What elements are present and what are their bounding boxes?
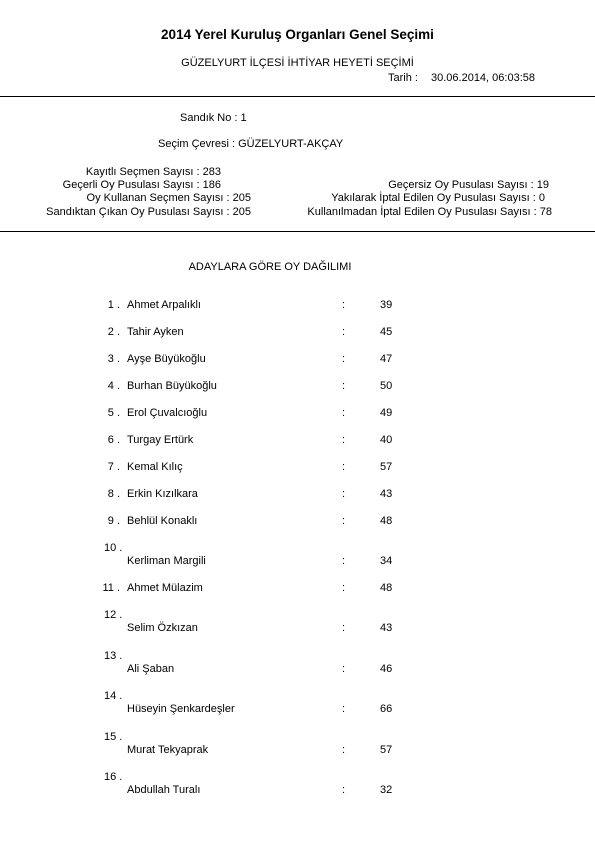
candidate-separator: : bbox=[342, 703, 346, 715]
election-subtitle: GÜZELYURT İLÇESİ İHTİYAR HEYETİ SEÇİMİ bbox=[181, 57, 414, 69]
candidate-number: 4 . bbox=[107, 380, 120, 392]
candidate-separator: : bbox=[342, 299, 346, 311]
candidate-votes: 46 bbox=[380, 663, 393, 675]
candidate-votes: 48 bbox=[380, 582, 393, 594]
candidate-separator: : bbox=[342, 555, 346, 567]
candidate-separator: : bbox=[342, 326, 346, 338]
candidate-votes: 47 bbox=[380, 353, 393, 365]
candidate-votes: 32 bbox=[380, 784, 393, 796]
candidate-votes: 66 bbox=[380, 703, 393, 715]
candidate-number: 6 . bbox=[107, 434, 120, 446]
candidate-votes: 48 bbox=[380, 515, 393, 527]
candidate-name: Burhan Büyükoğlu bbox=[127, 380, 217, 392]
candidate-name: Murat Tekyaprak bbox=[127, 744, 209, 756]
candidate-votes: 43 bbox=[380, 622, 393, 634]
candidate-name: Tahir Ayken bbox=[127, 326, 184, 338]
candidate-separator: : bbox=[342, 582, 346, 594]
candidate-number: 7 . bbox=[107, 461, 120, 473]
ballots-from-box: Sandıktan Çıkan Oy Pusulası Sayısı : 205 bbox=[46, 206, 251, 218]
candidate-number: 16 . bbox=[104, 771, 123, 783]
candidate-name: Abdullah Turalı bbox=[127, 784, 201, 796]
candidate-votes: 39 bbox=[380, 299, 393, 311]
candidate-name: Hüseyin Şenkardeşler bbox=[127, 703, 235, 715]
candidate-separator: : bbox=[342, 353, 346, 365]
candidate-votes: 50 bbox=[380, 380, 393, 392]
candidate-separator: : bbox=[342, 434, 346, 446]
invalid-ballots: Geçersiz Oy Pusulası Sayısı : 19 bbox=[388, 179, 549, 191]
burned-ballots: Yakılarak İptal Edilen Oy Pusulası Sayısı : 0 bbox=[331, 192, 545, 204]
date-label: Tarih : bbox=[388, 72, 418, 84]
candidate-votes: 34 bbox=[380, 555, 393, 567]
candidate-separator: : bbox=[342, 380, 346, 392]
candidate-votes: 49 bbox=[380, 407, 393, 419]
candidate-separator: : bbox=[342, 663, 346, 675]
candidate-number: 11 . bbox=[102, 582, 120, 594]
page-title: 2014 Yerel Kuruluş Organları Genel Seçimi bbox=[161, 27, 434, 42]
candidate-number: 14 . bbox=[104, 690, 123, 702]
constituency: Seçim Çevresi : GÜZELYURT-AKÇAY bbox=[158, 138, 344, 150]
candidate-number: 10 . bbox=[104, 542, 123, 554]
candidate-number: 15 . bbox=[104, 731, 123, 743]
candidate-votes: 43 bbox=[380, 488, 393, 500]
candidate-separator: : bbox=[342, 488, 346, 500]
candidate-separator: : bbox=[342, 622, 346, 634]
unused-cancelled-ballots: Kullanılmadan İptal Edilen Oy Pusulası Sayısı : 78 bbox=[307, 206, 552, 218]
candidate-number: 5 . bbox=[107, 407, 120, 419]
candidate-name: Erol Çuvalcıoğlu bbox=[127, 407, 208, 419]
candidate-separator: : bbox=[342, 461, 346, 473]
candidate-votes: 57 bbox=[380, 744, 393, 756]
candidate-number: 9 . bbox=[107, 515, 120, 527]
date-value: 30.06.2014, 06:03:58 bbox=[431, 72, 535, 84]
candidate-name: Ali Şaban bbox=[127, 663, 175, 675]
candidate-separator: : bbox=[342, 407, 346, 419]
candidate-separator: : bbox=[342, 744, 346, 756]
candidate-name: Ayşe Büyükoğlu bbox=[127, 353, 206, 365]
candidate-name: Kemal Kılıç bbox=[127, 461, 183, 473]
valid-ballots: Geçerli Oy Pusulası Sayısı : 186 bbox=[62, 179, 221, 191]
candidate-name: Erkin Kızılkara bbox=[127, 488, 198, 500]
candidate-number: 3 . bbox=[107, 353, 120, 365]
candidate-number: 12 . bbox=[104, 609, 123, 621]
voters-who-voted: Oy Kullanan Seçmen Sayısı : 205 bbox=[86, 192, 251, 204]
candidate-name: Turgay Ertürk bbox=[127, 434, 194, 446]
candidate-name: Kerliman Margili bbox=[127, 555, 206, 567]
ballot-box-number: Sandık No : 1 bbox=[180, 112, 247, 124]
candidate-separator: : bbox=[342, 784, 346, 796]
candidate-name: Behlül Konaklı bbox=[127, 515, 198, 527]
candidate-name: Ahmet Arpalıklı bbox=[127, 299, 201, 311]
candidate-votes: 57 bbox=[380, 461, 393, 473]
candidate-number: 13 . bbox=[104, 650, 123, 662]
distribution-title: ADAYLARA GÖRE OY DAĞILIMI bbox=[188, 261, 352, 273]
registered-voters: Kayıtlı Seçmen Sayısı : 283 bbox=[85, 166, 221, 178]
middle-divider bbox=[0, 231, 595, 232]
candidate-number: 8 . bbox=[107, 488, 120, 500]
candidate-separator: : bbox=[342, 515, 346, 527]
candidate-number: 2 . bbox=[107, 326, 120, 338]
candidate-votes: 45 bbox=[380, 326, 393, 338]
candidate-name: Selim Özkızan bbox=[127, 622, 198, 634]
top-divider bbox=[0, 96, 595, 97]
candidate-number: 1 . bbox=[107, 299, 120, 311]
candidate-votes: 40 bbox=[380, 434, 393, 446]
candidate-name: Ahmet Mülazim bbox=[127, 582, 203, 594]
